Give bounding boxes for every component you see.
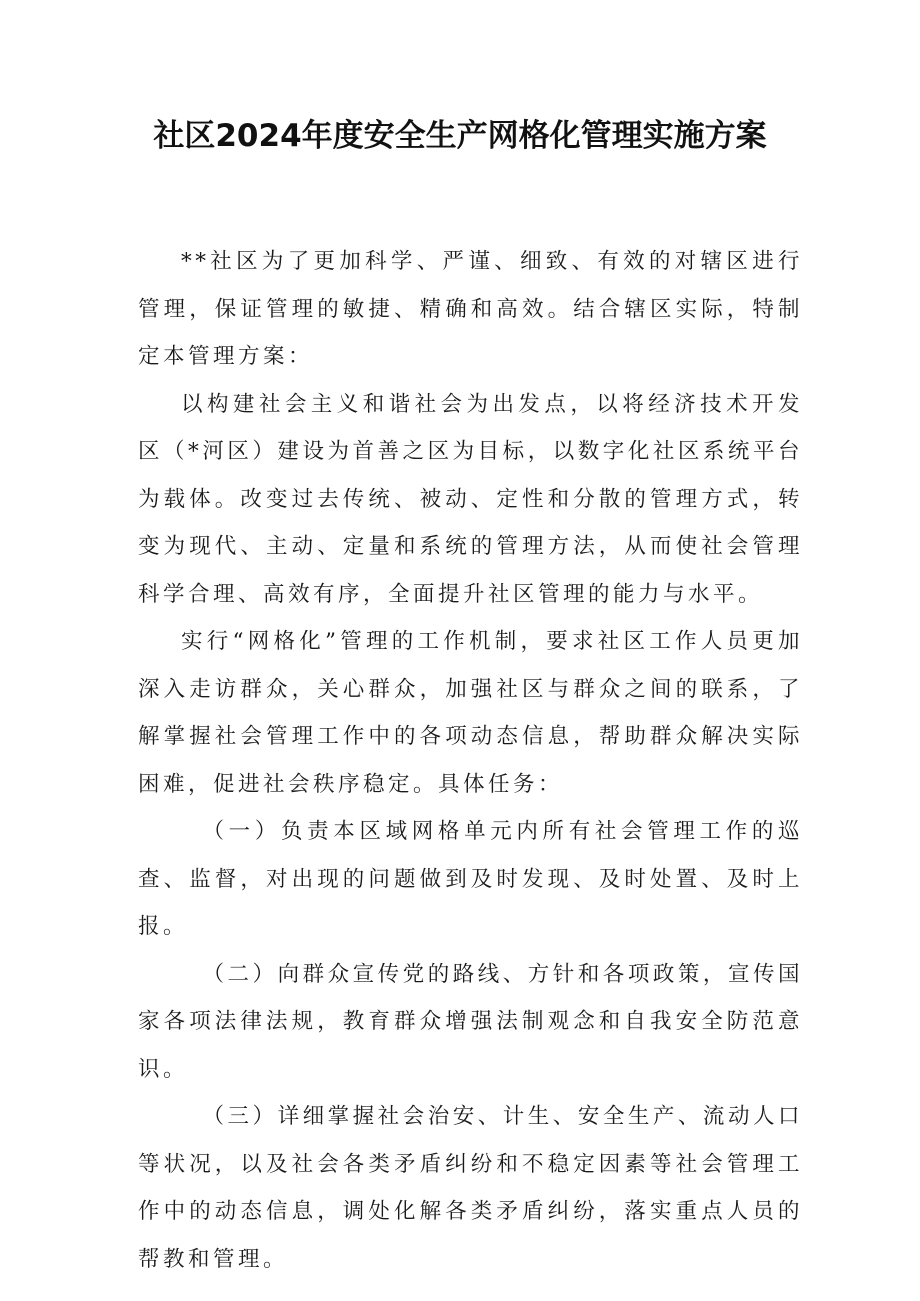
document-body	[138, 238, 803, 1283]
mechanism-paragraph: 实行“网格化”管理的工作机制，要求社区工作人员更加深入走访群众，关心群众，加强社区与群众之间的联系，了解掌握社会管理工作中的各项动态信息，帮助群众解决实际困难，促进社会秩序稳定。具体任务：	[138, 629, 803, 797]
task-item-2: （二）向群众宣传党的路线、方针和各项政策，宣传国家各项法律法规，教育群众增强法制观念和自我安全防范意识。	[138, 961, 803, 1082]
task-item-1: （一）负责本区域网格单元内所有社会管理工作的巡查、监督，对出现的问题做到及时发现、及时处置、及时上报。	[138, 819, 803, 939]
goal-paragraph: 以构建社会主义和谐社会为出发点，以将经济技术开发区（*河区）建设为首善之区为目标，以数字化社区系统平台为载体。改变过去传统、被动、定性和分散的管理方式，转变为现代、主动、定量和系统的管理方法，从而使社会管理科学合理、高效有序，全面提升社区管理的能力与水平。	[138, 391, 803, 607]
task-item-3: （三）详细掌握社会治安、计生、安全生产、流动人口等状况，以及社会各类矛盾纠纷和不稳定因素等社会管理工作中的动态信息，调处化解各类矛盾纠纷，落实重点人员的帮教和管理。	[138, 1104, 803, 1272]
intro-paragraph: **社区为了更加科学、严谨、细致、有效的对辖区进行管理，保证管理的敏捷、精确和高效。结合辖区实际，特制定本管理方案：	[138, 249, 803, 369]
document-title: 社区2024年度安全生产网格化管理实施方案	[153, 118, 767, 154]
